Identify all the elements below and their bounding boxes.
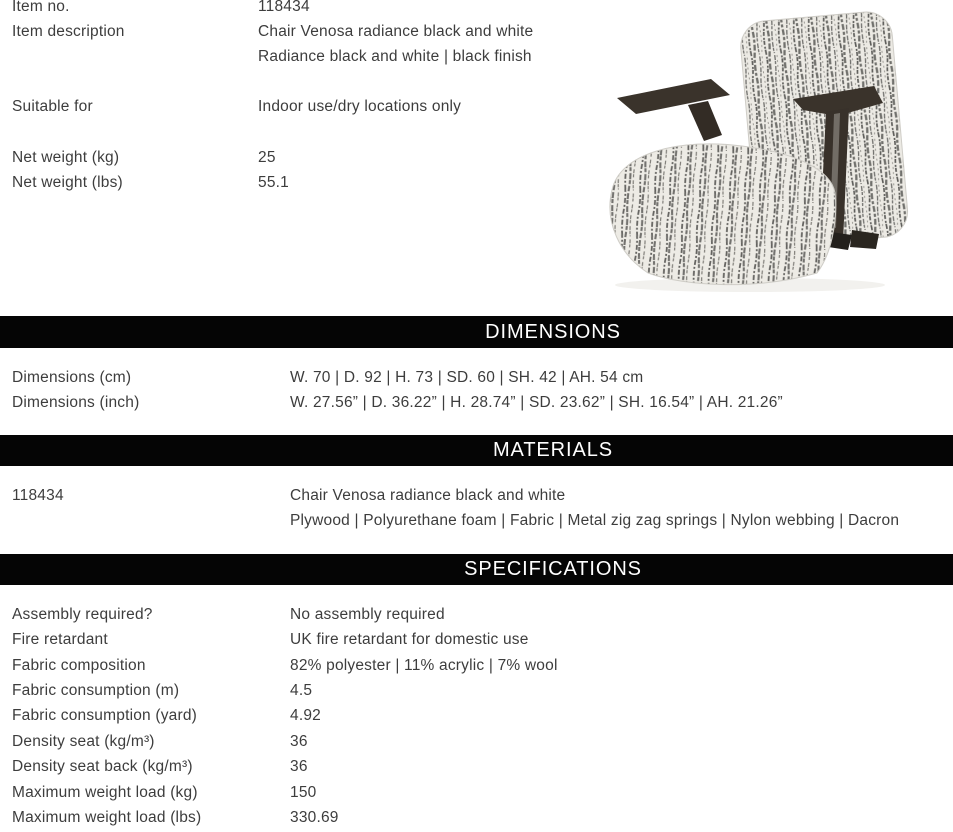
spec-row-fabric-consumption-m	[0, 682, 953, 704]
row-label: Maximum weight load (lbs)	[12, 809, 202, 826]
row-label: Fabric consumption (yard)	[12, 707, 198, 724]
row-label: Net weight (kg)	[12, 149, 120, 166]
row-label: Dimensions (cm)	[12, 369, 132, 386]
dimensions-row-cm	[0, 369, 953, 391]
row-value: 330.69	[290, 809, 339, 826]
row-label: Net weight (lbs)	[12, 174, 123, 191]
row-label: Suitable for	[12, 98, 93, 115]
row-value: Chair Venosa radiance black and white	[258, 23, 534, 40]
dimensions-row-inch	[0, 394, 953, 416]
spec-row-max-weight-kg	[0, 784, 953, 806]
row-value: 4.5	[290, 682, 313, 699]
row-value: W. 70 | D. 92 | H. 73 | SD. 60 | SH. 42 | AH. 54 cm	[290, 369, 644, 386]
row-value: 150	[290, 784, 317, 801]
row-label: Density seat (kg/m³)	[12, 733, 155, 750]
spec-row-fabric-composition	[0, 657, 953, 679]
row-value: UK fire retardant for domestic use	[290, 631, 529, 648]
row-value: 118434	[258, 0, 310, 15]
row-value: 36	[290, 758, 308, 775]
row-label: Fabric composition	[12, 657, 146, 674]
spec-row-fabric-consumption-yard	[0, 707, 953, 729]
row-value: 25	[258, 149, 276, 166]
row-value: Chair Venosa radiance black and white	[290, 487, 566, 504]
row-value: 36	[290, 733, 308, 750]
materials-row-composition	[0, 512, 953, 534]
row-label: Dimensions (inch)	[12, 394, 140, 411]
row-label: Item no.	[12, 0, 70, 15]
section-header-materials	[0, 435, 953, 466]
chair-left-arm-support	[688, 101, 722, 141]
spec-row-density-seat	[0, 733, 953, 755]
spec-row-density-seat-back	[0, 758, 953, 780]
spec-row-fire-retardant	[0, 631, 953, 653]
chair-seat	[610, 144, 836, 285]
chair-left-arm	[617, 79, 730, 114]
section-header-specifications	[0, 554, 953, 585]
row-value: Indoor use/dry locations only	[258, 98, 462, 115]
row-label: Density seat back (kg/m³)	[12, 758, 193, 775]
row-label: Maximum weight load (kg)	[12, 784, 198, 801]
row-label: Item description	[12, 23, 125, 40]
section-header-label: DIMENSIONS	[485, 320, 621, 343]
row-label: 118434	[12, 487, 64, 504]
row-value: No assembly required	[290, 606, 445, 623]
row-label: Fire retardant	[12, 631, 108, 648]
spec-row-assembly	[0, 606, 953, 628]
section-header-label: SPECIFICATIONS	[464, 558, 642, 580]
row-value: 55.1	[258, 174, 289, 191]
row-value: Radiance black and white | black finish	[258, 48, 532, 65]
chair-photo	[590, 2, 953, 294]
spec-row-max-weight-lbs	[0, 809, 953, 831]
section-header-dimensions	[0, 316, 953, 348]
row-label: Fabric consumption (m)	[12, 682, 180, 699]
row-value: W. 27.56” | D. 36.22” | H. 28.74” | SD. 23.62” | SH. 16.54” | AH. 21.26”	[290, 394, 783, 411]
row-label: Assembly required?	[12, 606, 153, 623]
row-value: 4.92	[290, 707, 321, 724]
section-header-label: MATERIALS	[493, 439, 613, 461]
row-value: Plywood | Polyurethane foam | Fabric | Metal zig zag springs | Nylon webbing | Dacron	[290, 512, 900, 529]
row-value: 82% polyester | 11% acrylic | 7% wool	[290, 657, 558, 674]
materials-row-item	[0, 487, 953, 509]
